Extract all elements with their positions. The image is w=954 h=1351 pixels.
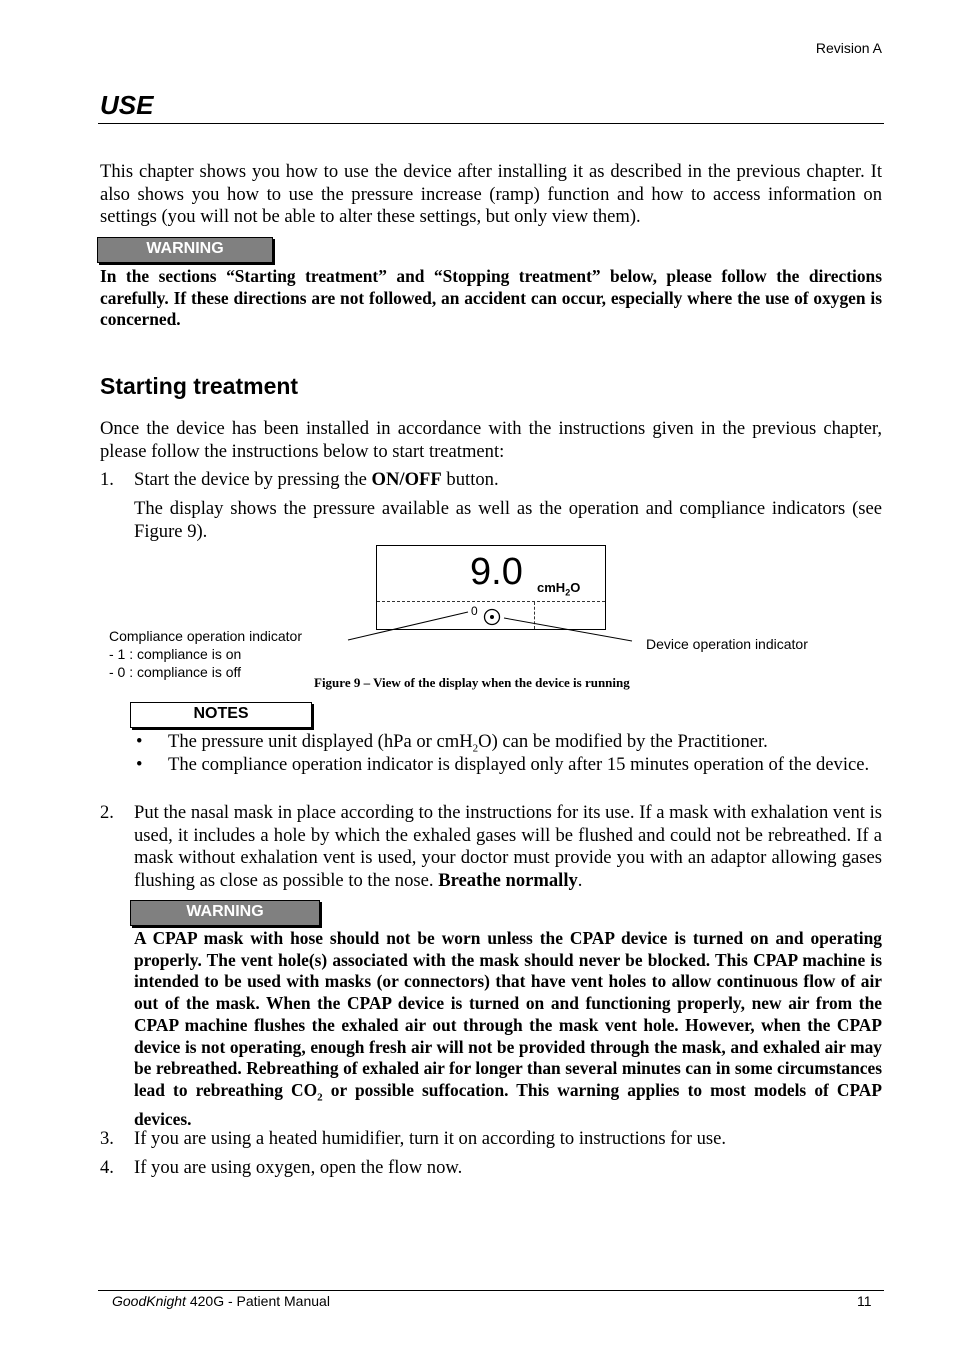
note-2: The compliance operation indicator is displayed only after 15 minutes operation of the device. [168, 754, 870, 775]
compliance-on: - 1 : compliance is on [109, 646, 242, 662]
step-number: 3. [100, 1128, 114, 1149]
warning-label: WARNING [130, 900, 320, 926]
warning-label: WARNING [97, 237, 273, 263]
step-1-text: Start the device by pressing the ON/OFF button. [134, 469, 499, 490]
intro-paragraph: This chapter shows you how to use the device after installing it as described in the previous chapter. It also shows you how to use the pressure increase (ramp) function and how to access information on settings (you will not be able to alter these settings, but only view them). [100, 161, 882, 227]
warning-text: In the sections “Starting treatment” and “Stopping treatment” below, please follow the directions carefully. If these directions are not followed, an accident can occur, especially where the use of oxygen is concerned. [100, 266, 882, 330]
pressure-value: 9.0 [470, 551, 523, 593]
step-4-text: If you are using oxygen, open the flow now. [134, 1157, 463, 1178]
step-1-detail: The display shows the pressure available as well as the operation and compliance indicators (see Figure 9). [134, 498, 882, 542]
step-3-text: If you are using a heated humidifier, turn it on according to instructions for use. [134, 1128, 727, 1149]
page-number: 11 [857, 1293, 872, 1309]
section-intro: Once the device has been installed in accordance with the instructions given in the previous chapter, please follow the instructions below to start treatment: [100, 418, 882, 462]
step-number: 4. [100, 1157, 114, 1178]
step-number: 2. [100, 802, 114, 823]
compliance-label: Compliance operation indicator [109, 628, 302, 644]
device-operation-label: Device operation indicator [646, 636, 808, 652]
notes-label: NOTES [130, 702, 312, 728]
revision-label: Revision A [815, 40, 882, 56]
bullet-icon: • [136, 754, 143, 775]
footer-rule [98, 1290, 884, 1291]
note-1: The pressure unit displayed (hPa or cmH$_2$O) can be modified by the Practitioner. [168, 731, 768, 755]
figure-caption: Figure 9 – View of the display when the device is running [314, 675, 630, 690]
compliance-off: - 0 : compliance is off [109, 664, 242, 680]
chapter-title: USE [100, 90, 154, 120]
section-title: Starting treatment [100, 373, 299, 399]
pressure-unit: cmH$_2$O [537, 580, 581, 598]
footer-title: GoodKnight 420G - Patient Manual [112, 1293, 330, 1309]
step-number: 1. [100, 469, 114, 490]
warning-text: A CPAP mask with hose should not be worn unless the CPAP device is turned on and operating properly. The vent hole(s) associated with the mask should never be blocked. This CPAP machine is intended to be used with masks (or connectors) that have vent holes to allow continuous flow of air out of the mask. When the CPAP device is turned on and functioning properly, new air from the CPAP machine flushes the exhaled air out through the mask vent hole. However, when the CPAP device is not operating, enough fresh air will not be provided through the mask, and exhaled air may be rebreathed. Rebreathing of exhaled air for longer than several minutes can in some circumstances lead to rebreathing $CO_2$ or possible suffocation. This warning applies to most models of CPAP devices. [134, 928, 882, 1130]
bullet-icon: • [136, 731, 143, 752]
on-off-button-label: ON/OFF [371, 469, 442, 490]
compliance-digit: 0 [471, 604, 478, 618]
step-2-text: Put the nasal mask in place according to the instructions for its use. If a mask with exhalation vent is used, it includes a hole by which the exhaled gases will be flushed and could not be rebreathed. If a mask without exhalation vent is used, your doctor must provide you with an adaptor allowing gases flushing as close as possible to the nose. Breathe normally. [134, 802, 882, 891]
